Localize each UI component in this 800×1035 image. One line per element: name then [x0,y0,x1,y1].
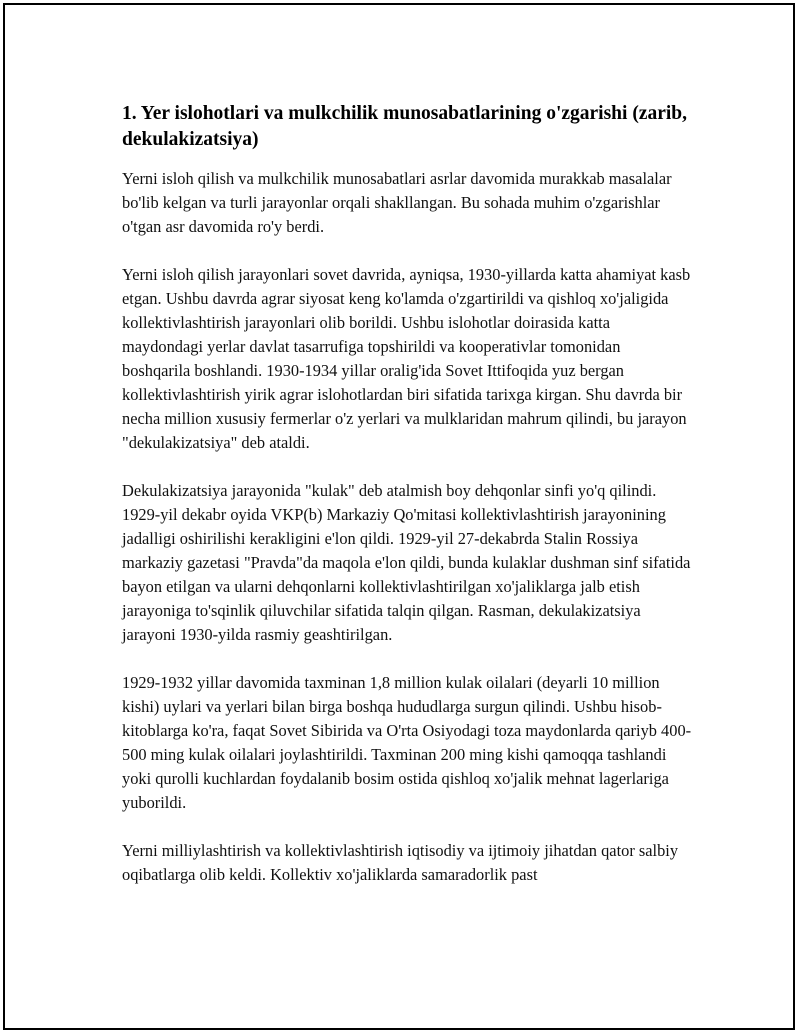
paragraph-dekulakization: Dekulakizatsiya jarayonida "kulak" deb atalmish boy dehqonlar sinfi yo'q qilindi. 1929-yil dekabr oyida VKP(b) Markaziy Qo'mitasi kollektivlashtirish jarayonining jadalligi oshirilishi kerakligini e'lon qildi. 1929-yil 27-dekabrda Stalin Rossiya markaziy gazetasi "Pravda"da maqola e'lon qildi, bunda kulaklar dushman sinf sifatida bayon etilgan va ularni dehqonlarni kollektivlashtirilgan xo'jaliklarga jalb etish jarayoniga to'sqinlik qiluvchilar sifatida talqin qilgan. Rasman, dekulakizatsiya jarayoni 1930-yilda rasmiy geashtirilgan. [122,481,691,644]
document-body [122,101,692,911]
paragraph-deportation: 1929-1932 yillar davomida taxminan 1,8 million kulak oilalari (deyarli 10 million kishi) uylari va yerlari bilan birga boshqa hududlarga surgun qilindi. Ushbu hisob-kitoblarga ko'ra, faqat Sovet Sibirida va O'rta Osiyodagi toza maydonlarda qariyb 400-500 ming kulak oilalari joylashtirildi. Taxminan 200 ming kishi qamoqqa tashlandi yoki qurolli kuchlardan foydalanib bosim ostida qishloq xo'jalik mehnat lagerlariga yuborildi. [122,673,692,812]
paragraph-consequences: Yerni milliylashtirish va kollektivlashtirish iqtisodiy va ijtimoiy jihatdan qator salbiy oqibatlarga olib keldi. Kollektiv xo'jaliklarda samaradorlik past [122,841,679,884]
section-heading: 1. Yer islohotlari va mulkchilik munosabatlarining o'zgarishi (zarib, dekulakizatsiya) [122,103,688,150]
paragraph-soviet-reform: Yerni isloh qilish jarayonlari sovet davrida, ayniqsa, 1930-yillarda katta ahamiyat kasb etgan. Ushbu davrda agrar siyosat keng ko'lamda o'zgartirildi va qishloq xo'jaligida kollektivlashtirish jarayonlari olib borildi. Ushbu islohotlar doirasida katta maydondagi yerlar davlat tasarrufiga topshirildi va kooperativlar tomonidan boshqarila boshlandi. 1930-1934 yillar oralig'ida Sovet Ittifoqida yuz bergan kollektivlashtirish yirik agrar islohotlardan biri sifatida tarixga kirgan. Shu davrda bir necha million xususiy fermerlar o'z yerlari va mulklaridan mahrum qilindi, bu jarayon "dekulakizatsiya" deb ataldi. [122,265,691,452]
paragraph-intro: Yerni isloh qilish va mulkchilik munosabatlari asrlar davomida murakkab masalalar bo'lib kelgan va turli jarayonlar orqali shakllangan. Bu sohada muhim o'zgarishlar o'tgan asr davomida ro'y berdi. [122,169,672,236]
page-frame [3,3,795,1030]
